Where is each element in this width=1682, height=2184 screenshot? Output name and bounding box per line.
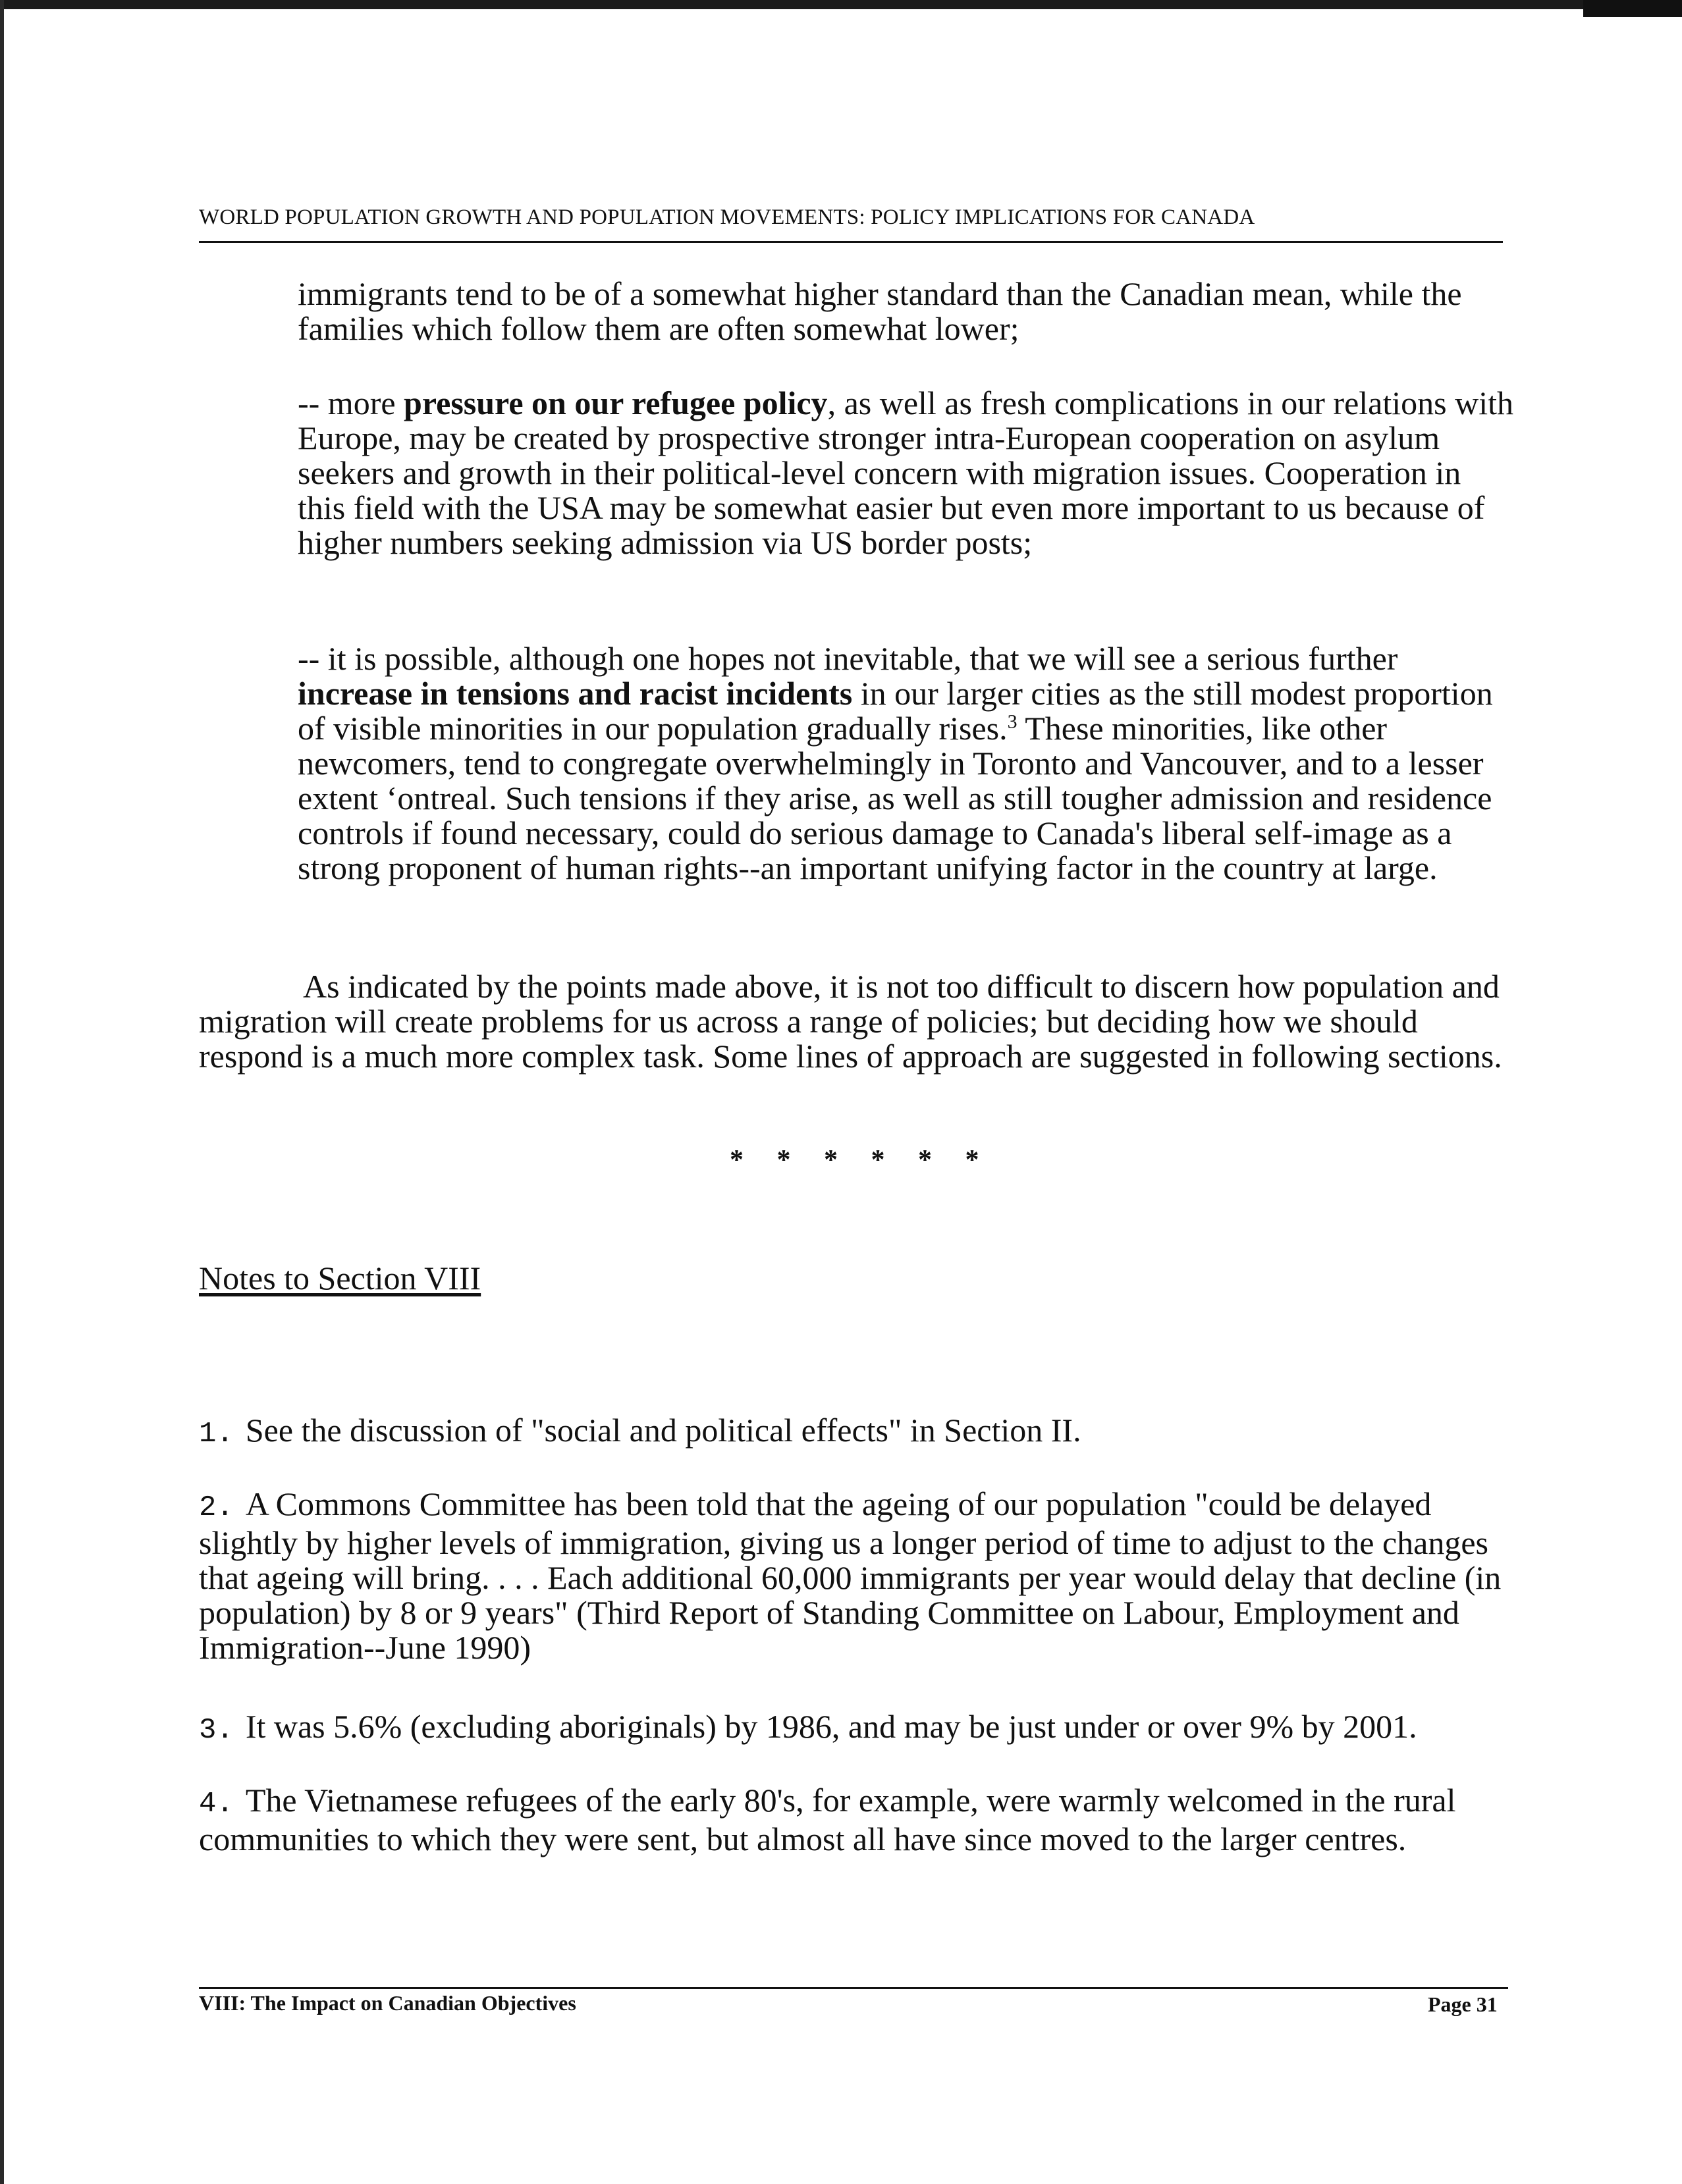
paragraph-refugee-policy: [298, 386, 1516, 560]
emphasis-text: increase in tensions and racist incidents: [298, 675, 853, 712]
footnote-text: The Vietnamese refugees of the early 80's, for example, were warmly welcomed in the rural communities to which they were sent, but almost all have since moved to the larger centres.: [199, 1782, 1456, 1857]
notes-heading: Notes to Section VIII: [199, 1260, 481, 1296]
page-number: Page 31: [1428, 1992, 1498, 2016]
footnote-number: 2.: [199, 1491, 234, 1524]
paragraph-text: These minorities, like other newcomers, tend to congregate overwhelmingly in Toronto and Vancouver, and to a lesser extent ‘ontreal. Such tensions if they arise, as well as still tougher admission and residence controls if found necessary, could do serious damage to Canada's liberal self-image as a strong proponent of human rights--an important unifying factor in the country at large.: [298, 710, 1492, 886]
footnote-number: 4.: [199, 1788, 234, 1821]
header-rule: [199, 241, 1503, 243]
footnote-item: [199, 1487, 1508, 1665]
footnote-number: 3.: [199, 1714, 234, 1747]
scan-border-top: [0, 0, 1682, 9]
emphasis-text: pressure on our refugee policy: [404, 385, 828, 421]
footnote-item: [199, 1709, 1508, 1748]
footnote-item: [199, 1413, 1508, 1452]
footnote-ref: 3: [1007, 710, 1017, 733]
paragraph-text: -- it is possible, although one hopes not inevitable, that we will see a serious further: [298, 640, 1398, 677]
footer-section-title: VIII: The Impact on Canadian Objectives: [199, 1991, 576, 2015]
paragraph-immigrant-standards: immigrants tend to be of a somewhat higher standard than the Canadian mean, while the families which follow them are often somewhat lower;: [298, 275, 1462, 347]
paragraph-text: , as well as fresh complications in our relations with Europe, may be created by prospective stronger intra-European cooperation on asylum seekers and growth in their political-level concern with migration issues. Cooperation in this field with the USA may be somewhat easier but even more important to us because of higher numbers seeking admission via US border posts;: [298, 385, 1513, 561]
paragraph-conclusion: [199, 969, 1508, 1074]
section-separator: * * * * * *: [730, 1145, 992, 1175]
paragraph-text: in our larger cities as the still modest proportion of visible minorities in our population gradually rises.: [298, 675, 1493, 747]
scan-corner-artifact: [1583, 0, 1682, 17]
footnote-number: 1.: [199, 1418, 234, 1451]
running-header: WORLD POPULATION GROWTH AND POPULATION MOVEMENTS: POLICY IMPLICATIONS FOR CANADA: [199, 205, 1255, 229]
paragraph-racist-incidents: [298, 641, 1516, 886]
footnote-text: See the discussion of "social and political effects" in Section II.: [245, 1412, 1081, 1449]
footnote-text: A Commons Committee has been told that the ageing of our population "could be delayed slightly by higher levels of immigration, giving us a longer period of time to adjust to the changes that ageing will bring. . . . Each additional 60,000 immigrants per year would delay that decline (in population) by 8 or 9 years" (Third Report of Standing Committee on Labour, Employment and Immigration--June 1990): [199, 1485, 1502, 1666]
footer-rule: [199, 1987, 1508, 1989]
footnote-item: [199, 1783, 1508, 1857]
paragraph-text: As indicated by the points made above, it is not too difficult to discern how population and migration will create problems for us across a range of policies; but deciding how we should respond is a much more complex task. Some lines of approach are suggested in following sections.: [199, 968, 1502, 1075]
footnote-text: It was 5.6% (excluding aboriginals) by 1986, and may be just under or over 9% by 2001.: [245, 1708, 1417, 1745]
paragraph-text: -- more: [298, 385, 404, 421]
scan-border-left: [0, 0, 4, 2184]
